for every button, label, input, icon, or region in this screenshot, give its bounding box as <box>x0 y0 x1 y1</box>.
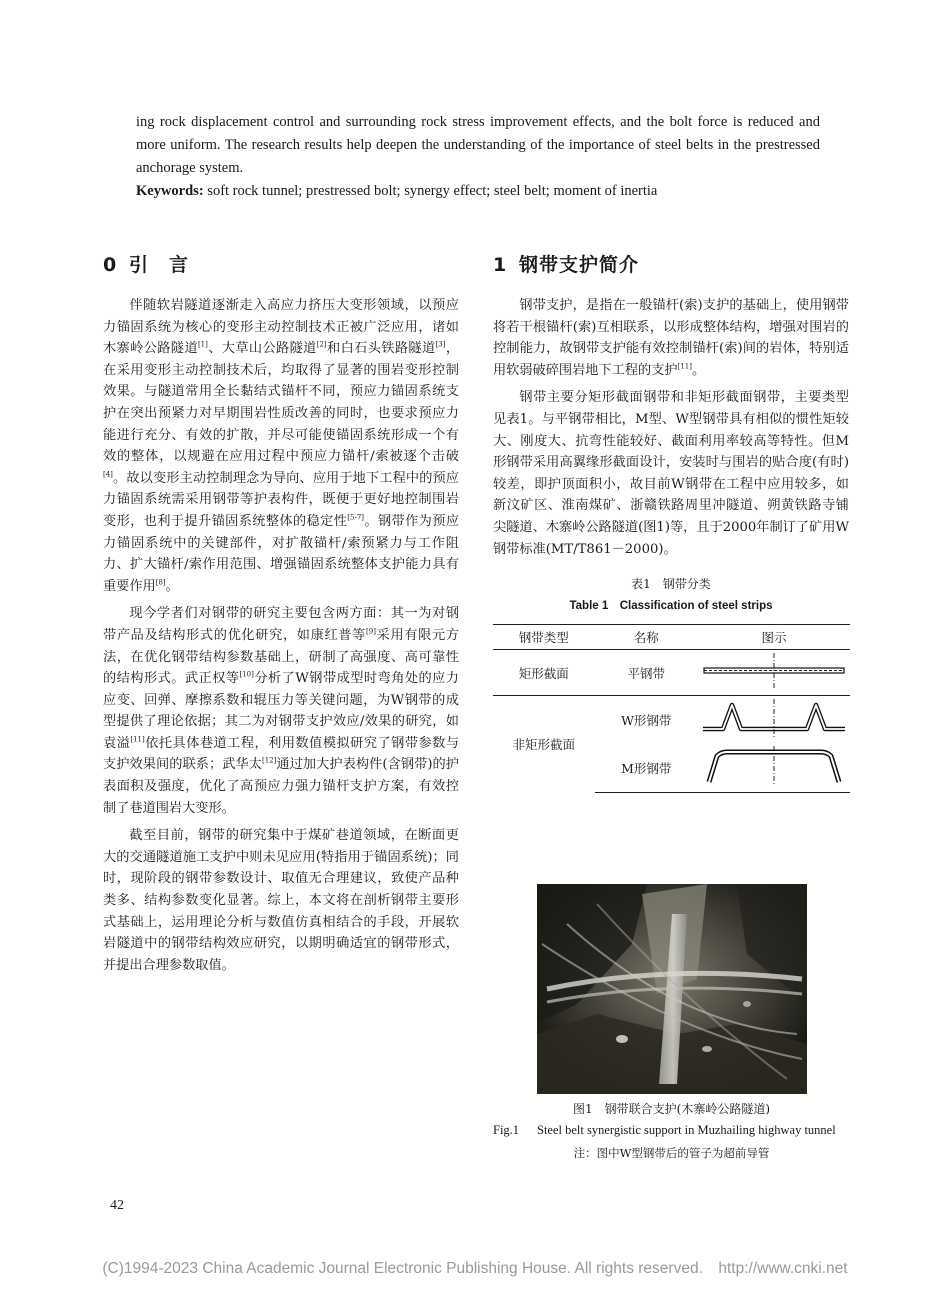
citation[interactable]: [5-7] <box>347 513 365 522</box>
figure-caption-en <box>493 1120 850 1141</box>
citation[interactable]: [2] <box>316 340 327 349</box>
citation[interactable]: [12] <box>261 757 277 766</box>
section-1-paragraph-1: 钢带支护，是指在一般锚杆(索)支护的基础上，使用钢带将若干根锚杆(索)互相联系，以形成整体结构，增强对围岩的控制能力，故钢带支护能有效控制锚杆(索)间的岩体，特别适用软弱破碎围岩地下工程的支护[11]。 <box>493 298 849 378</box>
figure-label: Fig.1 <box>493 1123 520 1137</box>
cell-rect-type: 矩形截面 <box>493 650 595 696</box>
table-row <box>493 696 850 744</box>
table-header-figure: 图示 <box>698 625 850 650</box>
section-1-number: 1 <box>493 254 508 276</box>
section-0-title: 引 言 <box>129 254 190 276</box>
section-1-paragraph-2: 钢带主要分矩形截面钢带和非矩形截面钢带，主要类型见表1。与平钢带相比，M型、W型钢带具有相似的惯性矩较大、刚度大、抗弯性能较好、截面利用率较高等特性。但M形钢带采用高翼缘形截面设计，安装时与围岩的贴合度(有时)较差，即护顶面积小，故目前W钢带在工程中应用较多，如新汶矿区、淮南煤矿、浙赣铁路周里冲隧道、朔黄铁路寺铺尖隧道、木寨岭公路隧道(图1)等，且于2000年制订了矿用W钢带标准(MT/T861－2000)。 <box>493 390 849 557</box>
section-0-number: 0 <box>103 254 118 276</box>
table-caption-en: Table 1 Classification of steel strips <box>569 600 773 613</box>
steel-strip-table <box>493 624 850 793</box>
w-strip-diagram <box>698 696 850 744</box>
tunnel-support-photo <box>537 884 807 1094</box>
left-column <box>103 250 459 976</box>
citation[interactable]: [4] <box>103 470 113 479</box>
section-0-heading <box>103 250 459 277</box>
flat-strip-diagram <box>698 650 850 696</box>
keywords-label: Keywords: <box>136 183 204 199</box>
figure-caption-en-text: Steel belt synergistic support in Muzhailing highway tunnel <box>537 1123 836 1137</box>
citation[interactable]: [8] <box>155 578 166 587</box>
m-strip-diagram <box>698 743 850 793</box>
section-1-heading <box>493 250 849 277</box>
abstract-text: ing rock displacement control and surrounding rock stress improvement effects, and the bolt force is reduced and more uniform. The research results help deepen the understanding of the importance of steel belts in the prestressed anchorage system. <box>136 114 820 176</box>
page-number: 42 <box>110 1198 124 1213</box>
keywords-text: soft rock tunnel; prestressed bolt; synergy effect; steel belt; moment of inertia <box>207 183 658 199</box>
intro-paragraph-3: 截至目前，钢带的研究集中于煤矿巷道领域，在断面更大的交通隧道施工支护中则未见应用(特指用于锚固系统)；同时，现阶段的钢带参数设计、取值无合理建议，致使产品种类多、结构参数变化显著。综上，本文将在剖析钢带主要形式基础上，运用理论分析与数值仿真相结合的手段，开展软岩隧道中的钢带结构效应研究，以期明确适宜的钢带形式，并提出合理参数取值。 <box>103 828 459 973</box>
citation[interactable]: [11] <box>677 362 692 371</box>
section-1-title: 钢带支护简介 <box>519 254 640 276</box>
table-row <box>493 650 850 696</box>
table-header-row <box>493 625 850 650</box>
cell-flat-name: 平钢带 <box>595 650 698 696</box>
figure-1-caption <box>493 1099 850 1164</box>
table-caption-cn: 表1 钢带分类 <box>631 577 711 592</box>
table-header-type: 钢带类型 <box>493 625 595 650</box>
citation[interactable]: [1] <box>197 340 208 349</box>
cell-nonrect-type: 非矩形截面 <box>512 737 576 753</box>
table-header-name: 名称 <box>595 625 698 650</box>
keywords-line <box>136 180 820 203</box>
citation[interactable]: [3] <box>435 340 446 349</box>
intro-paragraph-1: 伴随软岩隧道逐渐走入高应力挤压大变形领域，以预应力锚固系统为核心的变形主动控制技术正被广泛应用，诸如木寨岭公路隧道[1]、大草山公路隧道[2]和白石头铁路隧道[3]，在采用变形主动控制技术后，均取得了显著的围岩变形控制效果。与隧道常用全长黏结式锚杆不同，预应力锚固系统支护在突出预紧力对早期围岩性质改善的同时，也要求预应力能进行充分、有效的扩散，并尽可能使锚固系统形成一个有效的整体，以规避在应用过程中预应力锚杆/索被逐个击破[4]。故以变形主动控制理念为导向、应用于地下工程中的预应力锚固系统需采用钢带等护表构件，既便于更好地控制围岩变形，也利于提升锚固系统整体的稳定性[5-7]。钢带作为预应力锚固系统中的关键部件，对扩散锚杆/索预紧力与工作阻力、扩大锚杆/索作用范围、增强锚固系统整体支护能力具有重要作用[8]。 <box>103 298 460 594</box>
figure-note: 注：图中W型钢带后的管子为超前导管 <box>573 1146 770 1160</box>
citation[interactable]: [11] <box>130 735 145 744</box>
intro-paragraph-2: 现今学者们对钢带的研究主要包含两方面：其一为对钢带产品及结构形式的优化研究，如康红普等[9]采用有限元方法，在优化钢带结构参数基础上，研制了高强度、高可靠性的结构形式。武正权等[10]分析了W钢带成型时弯角处的应力应变、回弹、摩擦系数和辊压力等关键问题，为W钢带的成型提供了理论依据；其二为对钢带支护效应/效果的研究，如袁溢[11]依托具体巷道工程，利用数值模拟研究了钢带参数与支护效果间的联系；武华太[12]通过加大护表构件(含钢带)的护表面积及强度，优化了高预应力强力锚杆支护方案，有效控制了巷道围岩大变形。 <box>103 606 460 816</box>
cell-m-name: M形钢带 <box>595 743 698 793</box>
copyright-footer: (C)1994-2023 China Academic Journal Electronic Publishing House. All rights reserved. http://www.cnki.net <box>102 1260 848 1277</box>
figure-caption-cn: 图1 钢带联合支护(木寨岭公路隧道) <box>573 1102 770 1116</box>
right-column <box>493 250 849 793</box>
citation[interactable]: [10] <box>239 670 254 679</box>
citation[interactable]: [9] <box>366 627 376 636</box>
cell-w-name: W形钢带 <box>621 712 672 728</box>
abstract-block <box>136 111 820 203</box>
